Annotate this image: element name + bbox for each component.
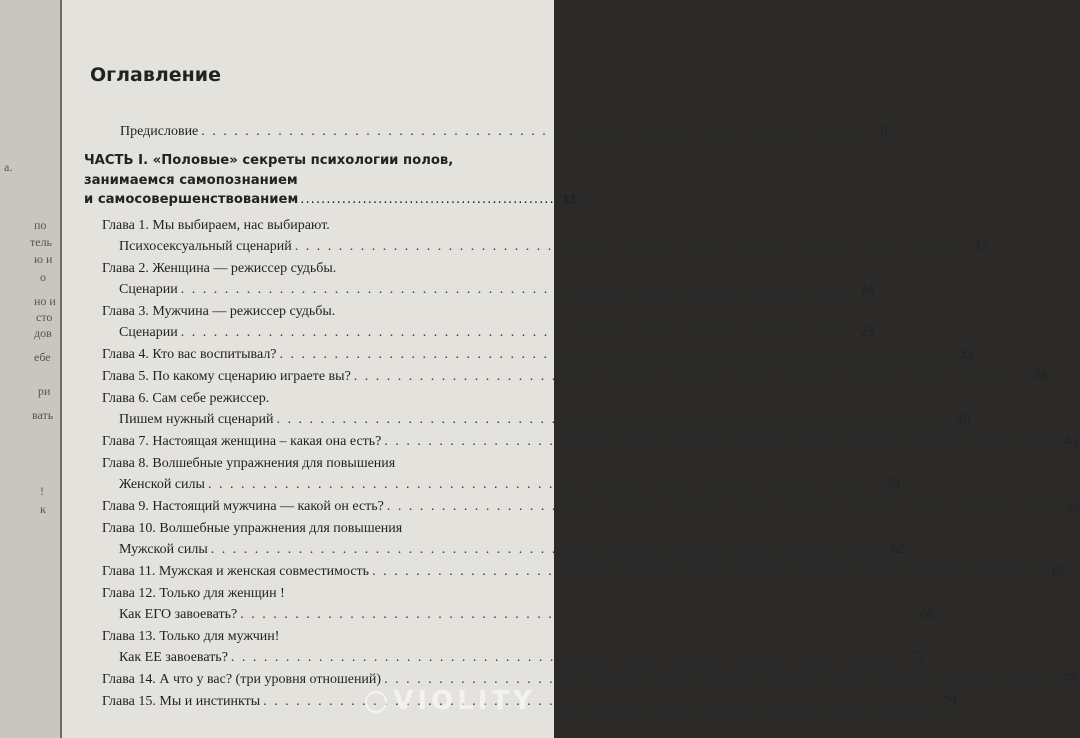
toc-chapter-title: Глава 4. Кто вас воспитывал? — [102, 346, 277, 362]
toc-chapter-title: Глава 5. По какому сценарию играете вы? — [102, 368, 351, 384]
leader-dots — [181, 282, 858, 298]
toc-entry-chapter — [102, 563, 1066, 580]
toc-page-number: 51 — [887, 476, 902, 492]
left-fragment: ! — [40, 484, 44, 498]
toc-chapter-subtitle: Как ЕГО завоевать? — [119, 606, 238, 622]
left-fragment: к — [40, 502, 46, 516]
toc-page-number: 8 — [880, 124, 888, 139]
toc-entry-chapter — [102, 433, 1078, 450]
toc-page-number: 12 — [974, 238, 989, 254]
toc-page-number: 33 — [959, 346, 974, 362]
leader-dots — [384, 434, 1061, 450]
toc-entry-chapter — [119, 411, 970, 428]
toc-chapter-title: Глава 12. Только для женщин ! — [102, 585, 285, 601]
leader-dots — [280, 347, 957, 363]
toc-chapter-title: Глава 2. Женщина — режиссер судьбы. — [102, 260, 337, 276]
toc-chapter-title: Глава 11. Мужская и женская совместимость — [102, 563, 370, 579]
toc-entry-chapter — [119, 649, 925, 666]
leader-dots — [201, 124, 878, 140]
toc-chapter-subtitle: Сценарии — [119, 324, 178, 340]
toc-chapter-subtitle: Сценарии — [119, 281, 178, 297]
leader-dots — [208, 477, 885, 493]
toc-page-number: 72 — [910, 649, 925, 665]
toc-entry-chapter — [119, 476, 902, 493]
left-fragment: дов — [34, 326, 52, 340]
toc-entry-label: Предисловие — [120, 124, 199, 139]
leader-dots — [211, 542, 888, 558]
toc-page-number: 34 — [1033, 368, 1048, 384]
part-heading-last-line — [84, 190, 578, 210]
leader-dots — [372, 564, 1049, 580]
toc-page-number: 62 — [890, 541, 905, 557]
part-heading — [84, 151, 578, 210]
left-fragment: вать — [32, 408, 54, 422]
toc-chapter-subtitle: Женской силы — [119, 476, 205, 492]
leader-dots: .................................................. — [300, 192, 560, 207]
toc-entry-preface — [120, 124, 888, 140]
leader-dots — [295, 239, 972, 255]
toc-chapter-title: Глава 7. Настоящая женщина – какая она есть? — [102, 433, 382, 449]
leader-dots — [181, 325, 858, 341]
toc-page-number: 65 — [1051, 563, 1066, 579]
toc-page — [62, 0, 1080, 738]
toc-chapter-title: Глава 13. Только для мужчин! — [102, 628, 280, 644]
toc-page-number: 55 — [1066, 498, 1080, 514]
leader-dots — [231, 650, 908, 666]
toc-page-number: 11 — [561, 193, 578, 206]
part-heading-line: ЧАСТЬ I. «Половые» секреты психологии полов, — [84, 153, 454, 168]
toc-chapter-title: Глава 8. Волшебные упражнения для повышения — [102, 455, 396, 471]
part-heading-line: и самосовершенствованием — [84, 192, 299, 207]
toc-chapter-title: Глава 9. Настоящий мужчина — какой он есть? — [102, 498, 384, 514]
toc-chapter-subtitle: Как ЕЕ завоевать? — [119, 649, 228, 665]
toc-entry-chapter — [102, 346, 974, 363]
watermark-text: VIOLITY — [393, 686, 536, 716]
toc-entry-chapter — [119, 324, 875, 341]
toc-entry-chapter — [119, 541, 905, 558]
part-heading-line: занимаемся самопознанием — [84, 172, 298, 188]
toc-entry-chapter — [102, 498, 1080, 515]
left-fragment: а. — [4, 160, 13, 174]
toc-chapter-subtitle: Мужской силы — [119, 541, 208, 557]
toc-page-number: 66 — [919, 606, 934, 622]
toc-page-number: 23 — [860, 324, 875, 340]
toc-chapter-title: Глава 14. А что у вас? (три уровня отношений) — [102, 671, 382, 687]
left-fragment: ри — [38, 384, 51, 398]
toc-entry-chapter — [119, 606, 934, 623]
toc-page-number: 43 — [1063, 433, 1078, 449]
left-fragment: по — [34, 218, 47, 232]
toc-chapter-title: Глава 6. Сам себе режиссер. — [102, 390, 270, 406]
toc-chapter-title: Глава 3. Мужчина — режиссер судьбы. — [102, 303, 336, 319]
left-page-fragment — [0, 0, 60, 738]
toc-chapter-title: Глава 15. Мы и инстинкты — [102, 693, 261, 709]
toc-page-number: 14 — [860, 281, 875, 297]
left-fragment: сто — [36, 310, 53, 324]
left-fragment: о — [40, 270, 46, 284]
watermark — [365, 686, 536, 716]
toc-chapter-subtitle: Пишем нужный сценарий — [119, 411, 274, 427]
toc-entry-chapter — [119, 238, 989, 255]
page-title: Оглавление — [90, 64, 221, 86]
toc-chapter-title: Глава 10. Волшебные упражнения для повышения — [102, 520, 403, 536]
watermark-logo-icon — [365, 691, 387, 713]
toc-entry-chapter — [119, 281, 875, 298]
left-fragment: но и — [34, 294, 56, 308]
leader-dots — [240, 607, 917, 623]
leader-dots — [387, 499, 1064, 515]
toc-page-number: 75 — [1063, 671, 1078, 687]
toc-page-number: 79 — [942, 693, 957, 709]
toc-page-number: 40 — [955, 411, 970, 427]
toc-chapter-subtitle: Психосексуальный сценарий — [119, 238, 292, 254]
leader-dots — [276, 412, 953, 428]
left-fragment: тель — [30, 235, 53, 249]
left-fragment: ю и — [34, 252, 53, 266]
left-fragment: ебе — [34, 350, 51, 364]
toc-chapter-title: Глава 1. Мы выбираем, нас выбирают. — [102, 218, 330, 233]
toc-entry-chapter — [102, 368, 1048, 385]
leader-dots — [354, 369, 1031, 385]
